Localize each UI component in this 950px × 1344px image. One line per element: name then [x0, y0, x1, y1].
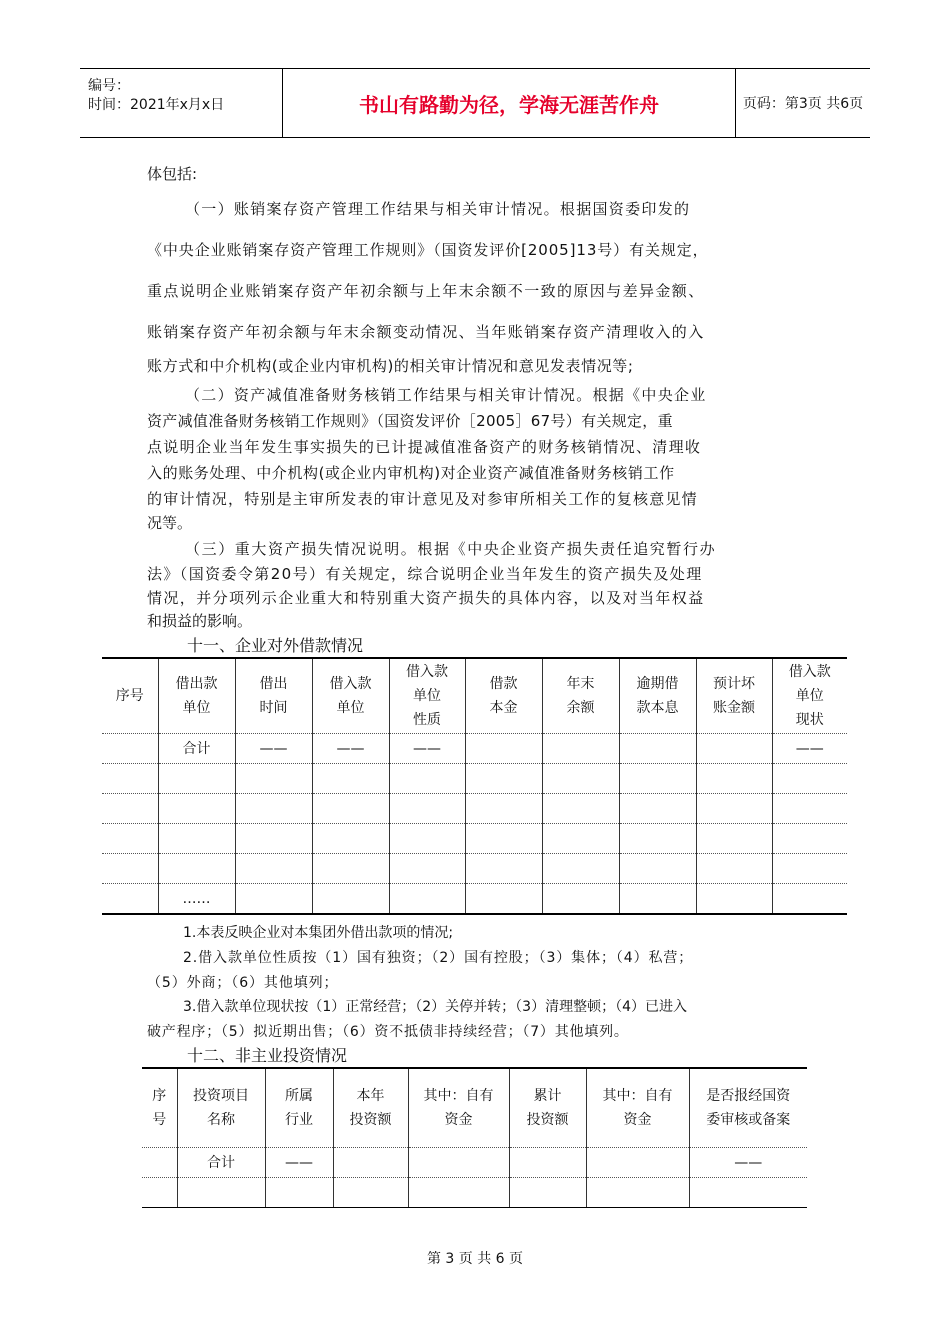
col-header-sasac-review: 是否报经国资 委审核或备案: [689, 1068, 807, 1148]
body-line: 和损益的影响。: [147, 612, 253, 630]
col-header-seq: 序 号: [142, 1068, 177, 1148]
col-header-borrower: 借入款 单位: [312, 658, 389, 734]
table-note: 破产程序；（5）拟近期出售；（6）资不抵债非持续经营；（7）其他填列。: [147, 1024, 629, 1040]
table-note: 3.借入款单位现状按（1）正常经营；（2）关停并转；（3）清理整顿；（4）已进入: [183, 999, 687, 1015]
header-motto-cell: [283, 69, 736, 137]
section-11-title: 十一、企业对外借款情况: [187, 636, 364, 655]
body-line: 账方式和中介机构(或企业内审机构)的相关审计情况和意见发表情况等;: [147, 357, 634, 375]
body-line: 资产减值准备财务核销工作规则》（国资发评价［2005］67号）有关规定，重: [147, 412, 673, 430]
motto-text: 书山有路勤为径，学海无涯苦作舟: [359, 92, 659, 117]
table-note: 2.借入款单位性质按（1）国有独资；（2）国有控股；（3）集体；（4）私营；: [183, 950, 694, 966]
body-line: 点说明企业当年发生事实损失的已计提减值准备资产的财务核销情况、清理收: [147, 438, 702, 456]
table-cell: [333, 1148, 408, 1178]
body-line: 情况，并分项列示企业重大和特别重大资产损失的具体内容，以及对当年权益: [147, 589, 705, 607]
total-row: [142, 1148, 807, 1178]
body-line: （二）资产减值准备财务核销工作结果与相关审计情况。根据《中央企业: [185, 386, 707, 404]
total-label: 合计: [177, 1148, 265, 1178]
table-row: [102, 794, 847, 824]
col-header-cumulative-investment: 累计 投资额: [509, 1068, 586, 1148]
col-header-seq: 序号: [102, 658, 158, 734]
table-row: [102, 854, 847, 884]
table-cell: ——: [772, 734, 847, 764]
col-header-project-name: 投资项目 名称: [177, 1068, 265, 1148]
section-12-title: 十二、非主业投资情况: [187, 1046, 348, 1065]
table-cell: ——: [235, 734, 312, 764]
col-header-lender: 借出款 单位: [158, 658, 235, 734]
header-page-cell: [736, 69, 870, 137]
total-label: 合计: [158, 734, 235, 764]
non-core-investment-table: [142, 1067, 807, 1208]
body-line: 账销案存资产年初余额与年末余额变动情况、当年账销案存资产清理收入的入: [147, 323, 705, 341]
total-row: [102, 734, 847, 764]
table-cell: ——: [689, 1148, 807, 1178]
document-number-label: 编号：: [88, 78, 130, 94]
header-meta-cell: [80, 69, 283, 137]
col-header-borrower-type: 借入款 单位 性质: [389, 658, 465, 734]
table-row: [142, 1178, 807, 1208]
table-cell: [696, 734, 772, 764]
col-header-lend-time: 借出 时间: [235, 658, 312, 734]
table-row: [102, 884, 847, 915]
table-header-row: [102, 658, 847, 734]
table-cell: [465, 734, 542, 764]
table-cell: [102, 734, 158, 764]
col-header-overdue: 逾期借 款本息: [619, 658, 696, 734]
col-header-bad-debt: 预计坏 账金额: [696, 658, 772, 734]
document-time-label: 时间：2021年x月x日: [88, 97, 225, 113]
col-header-own-funds: 其中：自有 资金: [408, 1068, 509, 1148]
body-line: 的审计情况，特别是主审所发表的审计意见及对参审所相关工作的复核意见情: [147, 490, 698, 508]
col-header-own-funds-cumulative: 其中：自有 资金: [586, 1068, 689, 1148]
body-line: 重点说明企业账销案存资产年初余额与上年末余额不一致的原因与差异金额、: [147, 282, 705, 300]
table-row: [102, 764, 847, 794]
body-line: 入的账务处理、中介机构(或企业内审机构)对企业资产减值准备财务核销工作: [147, 464, 675, 482]
body-line: （一）账销案存资产管理工作结果与相关审计情况。根据国资委印发的: [185, 200, 691, 218]
body-line: （三）重大资产损失情况说明。根据《中央企业资产损失责任追究暂行办: [185, 540, 717, 558]
table-note: （5）外商；（6）其他填列；: [147, 975, 339, 991]
body-line: 体包括:: [147, 165, 198, 183]
col-header-industry: 所属 行业: [265, 1068, 333, 1148]
col-header-borrower-status: 借入款 单位 现状: [772, 658, 847, 734]
table-cell: [542, 734, 619, 764]
page-header: [80, 68, 870, 138]
table-cell: ——: [389, 734, 465, 764]
table-cell: [509, 1148, 586, 1178]
col-header-year-investment: 本年 投资额: [333, 1068, 408, 1148]
table-cell: ——: [312, 734, 389, 764]
col-header-principal: 借款 本金: [465, 658, 542, 734]
table-row: [102, 824, 847, 854]
external-loans-table: [102, 657, 847, 915]
table-cell: [619, 734, 696, 764]
header-page-number: 页码：第3页 共6页: [742, 96, 864, 112]
table-cell: [408, 1148, 509, 1178]
page-footer: 第 3 页 共 6 页: [426, 1251, 524, 1267]
table-cell: ——: [265, 1148, 333, 1178]
table-note: 1.本表反映企业对本集团外借出款项的情况;: [183, 925, 454, 941]
body-line: 《中央企业账销案存资产管理工作规则》（国资发评价[2005]13号）有关规定，: [147, 241, 709, 259]
table-cell: [142, 1148, 177, 1178]
table-cell: [586, 1148, 689, 1178]
body-line: 法》（国资委令第20号）有关规定，综合说明企业当年发生的资产损失及处理: [147, 565, 703, 583]
col-header-year-end-balance: 年末 余额: [542, 658, 619, 734]
body-line: 况等。: [147, 514, 193, 532]
ellipsis-cell: ……: [158, 884, 235, 915]
table-header-row: [142, 1068, 807, 1148]
